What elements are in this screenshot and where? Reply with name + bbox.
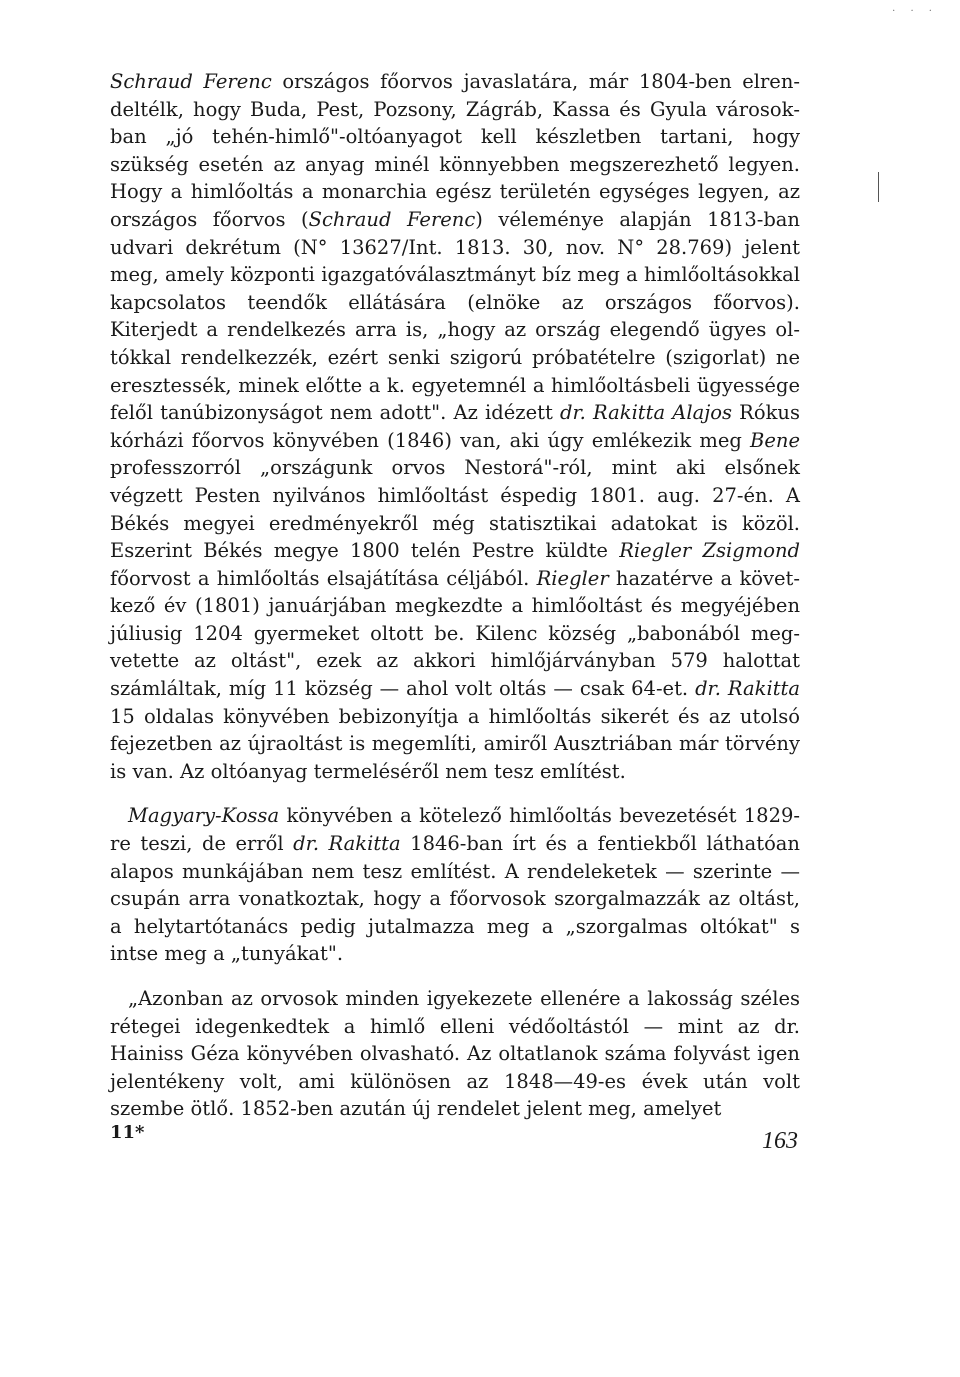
text-segment: főorvost a himlőoltás elsajátítása céljából. <box>110 566 537 590</box>
page-number: 163 <box>762 1128 798 1154</box>
italic-segment: Schraud Ferenc <box>110 70 272 93</box>
paragraph-3 <box>110 985 800 1123</box>
paragraph-gap <box>110 785 800 802</box>
italic-segment: Schraud Ferenc <box>308 207 476 231</box>
paragraph-1 <box>110 68 800 785</box>
corner-marks: · · · <box>892 6 938 17</box>
margin-mark <box>878 172 879 202</box>
paragraph-2 <box>110 802 800 968</box>
text-segment: „Azonban az orvosok minden igyekezete ellenére a lakosság széles rétegei idegenkedtek a himlő elleni védőoltástól — mint az dr. Hainiss Géza könyvében olvasható. Az oltatlanok száma folyvást igen jelentékeny volt, ami különösen az 1848—49-es évek után volt szembe ötlő. 1852-ben azután új rendelet jelent meg, amelyet <box>110 987 800 1121</box>
italic-segment: Riegler Zsigmond <box>619 539 800 563</box>
italic-segment: Magyary-Kossa <box>128 804 280 828</box>
text-segment: professzorról „országunk orvos Nestorá"-ról, mint aki elsőnek végzett Pesten nyilvános himlőoltást éspedig 1801. aug. 27-én. A Békés megyei eredményekről még statisztikai adatokat is közöl. Eszerint Békés megye 1800 telén Pestre küldte <box>110 456 800 563</box>
italic-segment: dr. Rakitta Alajos <box>559 401 733 425</box>
italic-segment: Bene <box>750 428 800 452</box>
text-segment: ) véleménye alapján 1813-ban udvari dekrétum (N° 13627/Int. 1813. 30, nov. N° 28.769) jelent meg, amely központi igazgatóválasztmányt bíz meg a himlőoltásokkal kapcsolatos teendők ellátására (elnöke az országos főorvos). Kiterjedt a rendelkezés arra is, „hogy az ország elegendő ügyes oltókkal rendelkezzék, ezért senki szigorú próbatételre (szigorlat) ne eresztessék, minek előtte a k. egyetemnél a himlőoltásbeli ügyessége felől tanúbizonyságot nem adott". Az idézett <box>110 207 800 425</box>
italic-segment: dr. Rakitta <box>293 832 401 856</box>
italic-segment: dr. Rakitta <box>695 677 800 701</box>
text-segment: hazatérve a következő év (1801) januárjában megkezdte a himlőoltást és megyéjében júliusig 1204 gyermeket oltott be. Kilenc község „babonából megvetette az oltást", ezek az akkori himlőjárványban 579 halottat számláltak, míg 11 község — ahol volt oltás — csak 64-et. <box>110 566 800 701</box>
text-segment: könyvében a kötelező himlőoltás bevezetését 1829-re teszi, de erről <box>110 804 800 856</box>
italic-segment: Riegler <box>536 566 609 590</box>
paragraph-gap <box>110 968 800 985</box>
text-segment: országos főorvos javaslatára, már 1804-ben elrendeltélk, hogy Buda, Pest, Pozsony, Zágráb, Kassa és Gyula városokban „jó tehén-himlő"-oltóanyagot kell készletben tartani, hogy szükség esetén az anyag minél könnyebben megszerezhető legyen. Hogy a himlőoltás a monarchia egész területén egységes legyen, az országos főorvos ( <box>110 70 800 231</box>
text-segment: 15 oldalas könyvében bebizonyítja a himlőoltás sikerét és az utolsó fejezetben az újraoltást is megemlíti, amiről Ausztriában már törvény is van. Az oltóanyag termeléséről nem tesz említést. <box>110 704 800 783</box>
text-segment: Rókus kórházi főorvos könyvében (1846) van, aki úgy emlékezik meg <box>110 401 800 452</box>
text-segment: 1846-ban írt és a fentiekből láthatóan alapos munkájában nem tesz említést. A rendeleketek — szerinte — csupán arra vonatkoztak, hogy a főorvosok szorgalmazzák az oltást, a helytartótanács pedig jutalmazza meg a „szorgalmas oltókat" s intse meg a „tunyákat". <box>110 832 800 966</box>
body-text <box>110 68 800 1123</box>
signature-mark: 11* <box>110 1122 145 1143</box>
